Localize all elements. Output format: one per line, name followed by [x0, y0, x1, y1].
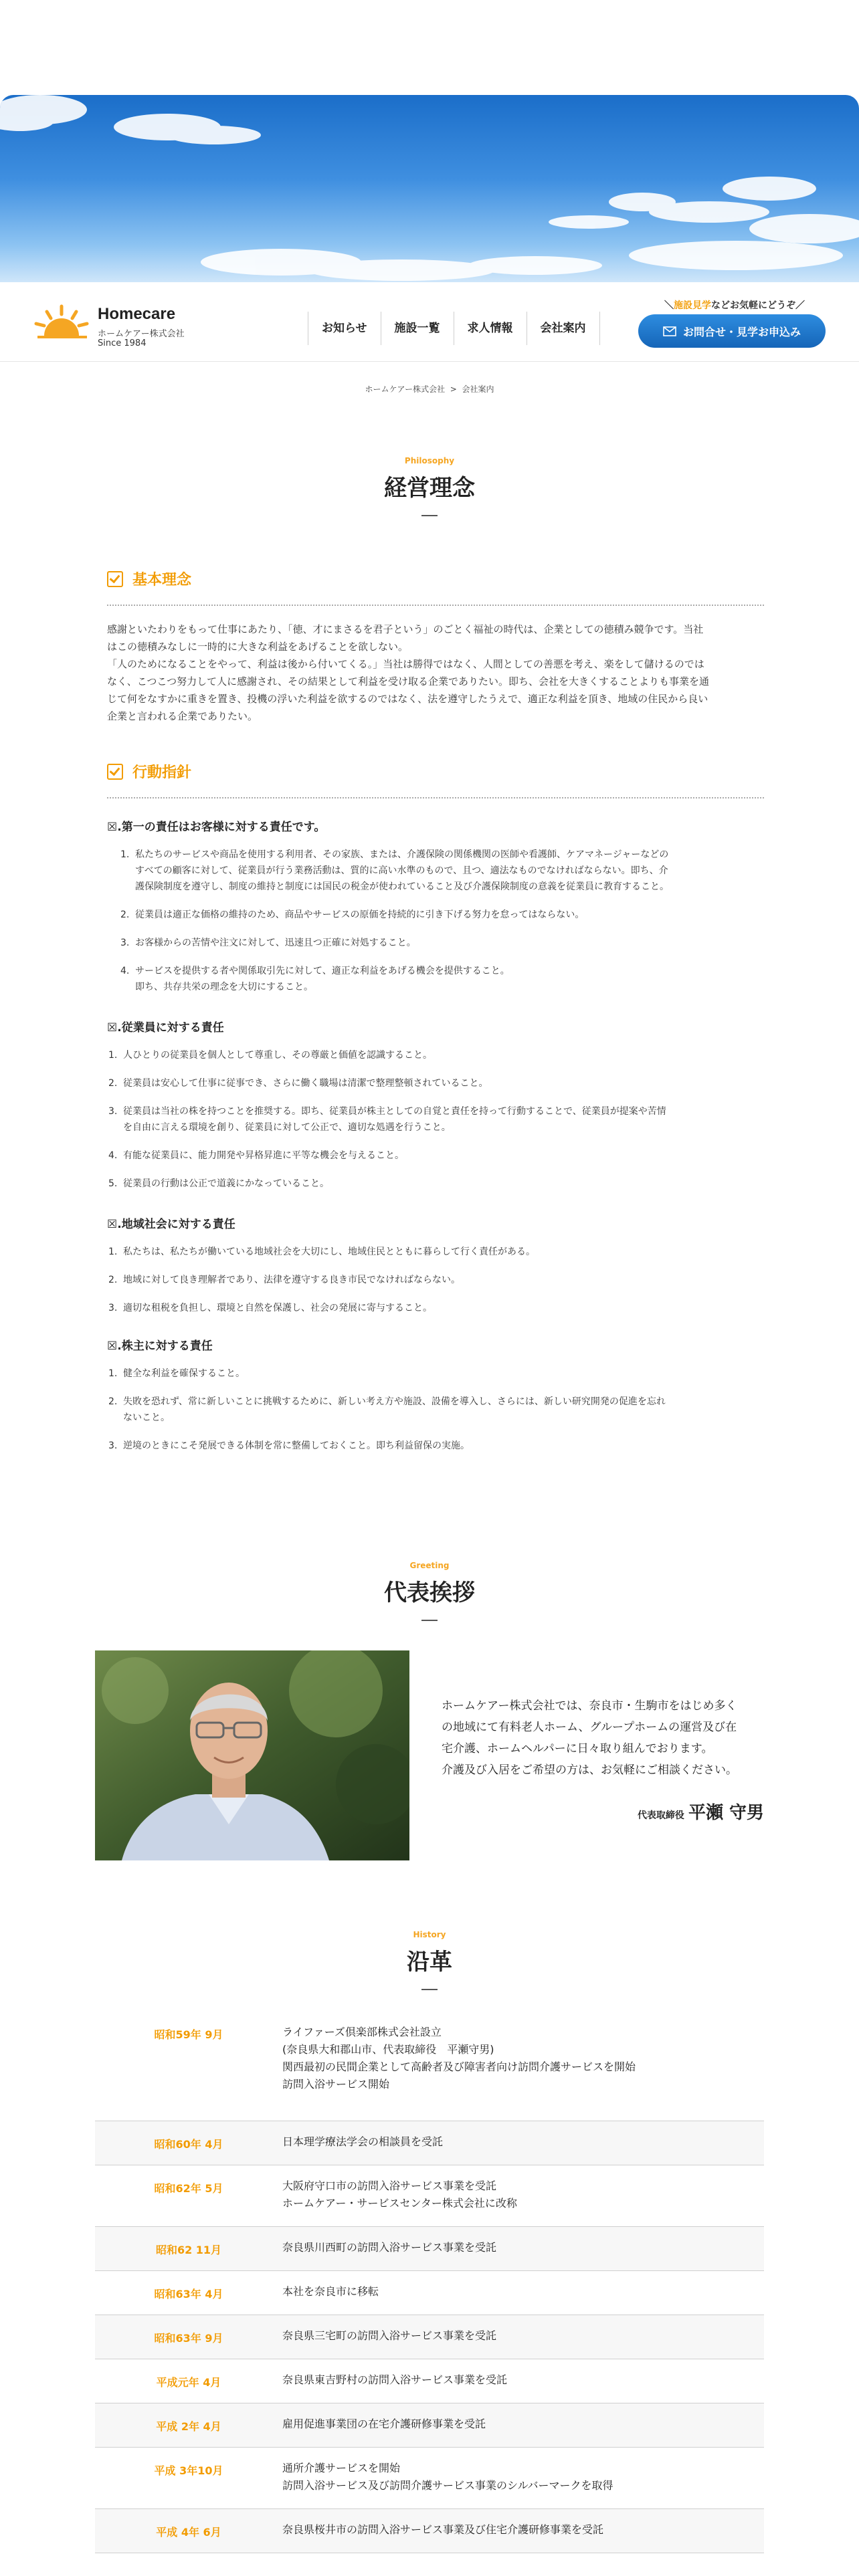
history-desc: ライファーズ倶楽部株式会社設立 (奈良県大和郡山市、代表取締役 平瀬守男) 関西最初の民間企業として高齢者及び障害者向け訪問介護サービスを開始 訪問入浴サービス開始: [282, 2026, 636, 2090]
list-item: 4. サービスを提供する者や関係取引先に対して、適正な利益をあげる機会を提供すること。 即ち、共存共栄の理念を大切にすること。: [120, 966, 510, 992]
greeting-line: 宅介護、ホームヘルパーに日々取り組んでおります。: [442, 1742, 713, 1755]
nav-item-recruit[interactable]: 求人情報: [454, 312, 527, 345]
list-item: 2. 失敗を恐れず、常に新しいことに挑戦するために、新しい考え方や施設、設備を導入し、さらには、新しい研究開発の促進を忘れ ないこと。: [108, 1396, 666, 1423]
section-divider: [421, 1989, 438, 1990]
list-item: 5. 従業員の行動は公正で道義にかなっていること。: [108, 1178, 329, 1189]
action-list: [120, 847, 763, 1007]
philosophy-title: 経営理念: [384, 475, 475, 502]
action-group-title: ☒.第一の責任はお客様に対する責任です。: [107, 821, 326, 834]
signature-role: 代表取締役: [637, 1810, 684, 1821]
history-row: [95, 2271, 764, 2315]
greeting-text: [442, 1695, 756, 1781]
breadcrumb-current: 会社案内: [462, 385, 494, 394]
sun-logo-icon: [32, 301, 92, 348]
history-desc: 奈良県東吉野村の訪問入浴サービス事業を受託: [282, 2373, 508, 2386]
site-header: [0, 282, 859, 362]
list-item: 1. 健全な利益を確保すること。: [108, 1368, 245, 1379]
cta-note-highlight: 施設見学: [674, 300, 711, 311]
history-date: 平成 4年 6月: [156, 2526, 221, 2539]
history-row: [95, 2165, 764, 2227]
contact-button[interactable]: [638, 314, 826, 348]
history-row: [95, 2403, 764, 2448]
action-group-title: ☒.従業員に対する責任: [107, 1021, 224, 1035]
greeting-line: の地域にて有料老人ホーム、グループホームの運営及び在: [442, 1721, 737, 1734]
nav-item-news[interactable]: お知らせ: [308, 312, 381, 345]
history-en-label: History: [413, 1930, 446, 1939]
history-desc: 奈良県桜井市の訪問入浴サービス事業及び住宅介護研修事業を受託: [282, 2523, 604, 2536]
history-date: 昭和62 11月: [155, 2244, 222, 2256]
history-row: [95, 2315, 764, 2359]
basic-heading: [107, 568, 191, 589]
president-photo: [95, 1650, 409, 1860]
hero-sky-image: [0, 95, 859, 282]
signature-name: 平瀬 守男: [688, 1803, 764, 1823]
history-desc: 通所介護サービスを開始 訪問入浴サービス及び訪問介護サービス事業のシルバーマークを取得: [282, 2462, 613, 2492]
history-desc: 本社を奈良市に移転: [282, 2285, 379, 2298]
greeting-en-label: Greeting: [409, 1561, 450, 1570]
action-heading-text: 行動指針: [132, 764, 192, 781]
history-date: 平成 3年10月: [154, 2464, 223, 2477]
nav-item-company[interactable]: 会社案内: [527, 312, 600, 345]
greeting-title: 代表挨拶: [384, 1580, 475, 1606]
history-row: [95, 2509, 764, 2553]
history-date: 昭和63年 4月: [154, 2288, 223, 2300]
history-row: [95, 2448, 764, 2509]
action-list: [108, 1366, 751, 1466]
cta-note: ＼施設見学などお気軽にどうぞ／: [664, 300, 805, 311]
list-item: 2. 地域に対して良き理解者であり、法律を遵守する良き市民でなければならない。: [108, 1275, 460, 1285]
action-heading: [107, 761, 191, 782]
greeting-signature: [602, 1799, 764, 1824]
main-nav: [308, 312, 600, 345]
history-desc: 雇用促進事業団の在宅介護研修事業を受託: [282, 2418, 486, 2430]
history-date: 昭和59年 9月: [154, 2028, 223, 2041]
history-title: 沿革: [407, 1949, 452, 1975]
history-desc: 奈良県三宅町の訪問入浴サービス事業を受託: [282, 2329, 497, 2342]
brand-name: Homecare: [98, 305, 176, 323]
basic-line: はこの徳積みなしに一時的に大きな利益をあげることを欲しない。: [107, 641, 409, 653]
nav-item-facilities[interactable]: 施設一覧: [381, 312, 454, 345]
history-row: [95, 2012, 764, 2121]
greeting-line: ホームケアー株式会社では、奈良市・生駒市をはじめ多く: [442, 1699, 737, 1713]
breadcrumb-separator: >: [450, 385, 457, 394]
list-item: 1. 私たちは、私たちが働いている地域社会を大切にし、地域住民とともに暮らして行く責任がある。: [108, 1247, 535, 1257]
check-icon: [107, 571, 123, 587]
history-date: 昭和63年 9月: [154, 2332, 223, 2345]
list-item: 3. 従業員は当社の株を持つことを推奨する。即ち、従業員が株主としての自覚と責任を持って行動することで、従業員が提案や苦情 を自由に言える環境を創り、従業員に対して公正で、適切な処遇を行うこと。: [108, 1106, 666, 1133]
list-item: 2. 従業員は安心して仕事に従事でき、さらに働く職場は清潔で整理整頓されていること。: [108, 1078, 488, 1089]
list-item: 1. 人ひとりの従業員を個人として尊重し、その尊厳と価値を認識すること。: [108, 1050, 432, 1061]
contact-button-label: お問合せ・見学お申込み: [682, 325, 801, 338]
list-item: 4. 有能な従業員に、能力開発や昇格昇進に平等な機会を与えること。: [108, 1150, 404, 1161]
list-item: 3. お客様からの苦情や注文に対して、迅速且つ正確に対処すること。: [120, 938, 416, 948]
history-date: 平成 2年 4月: [156, 2420, 221, 2433]
history-table: [95, 2012, 764, 2553]
basic-line: 感謝といたわりをもって仕事にあたり、「徳、才にまさるを君子という」のごとく福祉の時代は、企業としての徳積み競争です。当社: [107, 623, 704, 635]
brand-since: Since 1984: [98, 338, 147, 348]
brand-company: ホームケアー株式会社: [98, 329, 185, 339]
history-date: 昭和62年 5月: [154, 2182, 223, 2195]
basic-line: なく、こつこつ努力して人に感謝され、その結果として利益を受け取る企業でありたい。即ち、会社を大きくすることよりも事業を通: [107, 675, 710, 687]
history-date: 平成元年 4月: [156, 2376, 221, 2389]
action-list: [108, 1244, 751, 1328]
list-item: 1. 私たちのサービスや商品を使用する利用者、その家族、または、介護保険の関係機関の医師や看護師、ケアマネージャーなどの すべての顧客に対して、従業員が行う業務活動は、質的に高い水準のもので、且つ、適法なものでなければならない。即ち、介 護保険制度を遵守し、制度の維持と制度には国民の税金が使われていること及び介護保険制度の意義を従業員に教育すること。: [120, 849, 669, 892]
history-row: [95, 2121, 764, 2165]
action-list: [108, 1047, 751, 1204]
breadcrumb: [0, 383, 859, 395]
basic-text: [107, 621, 752, 725]
history-desc: 日本理学療法学会の相談員を受託: [282, 2135, 444, 2148]
basic-line: じて何をなすかに重きを置き、投機の浮いた利益を欲するのではなく、法を遵守したうえで、適正な利益を頂き、地域の住民から良い: [107, 693, 708, 705]
breadcrumb-home[interactable]: ホームケアー株式会社: [365, 385, 446, 394]
basic-heading-text: 基本理念: [132, 572, 192, 588]
section-divider: [421, 515, 438, 516]
basic-line: 「人のためになることをやって、利益は後から付いてくる。」当社は勝得ではなく、人間としての善悪を考え、楽をして儲けるのでは: [107, 658, 704, 670]
history-row: [95, 2359, 764, 2403]
action-group-title: ☒.株主に対する責任: [107, 1339, 213, 1353]
history-date: 昭和60年 4月: [154, 2138, 223, 2151]
action-group-title: ☒.地域社会に対する責任: [107, 1218, 235, 1231]
section-divider: [421, 1620, 438, 1621]
logo[interactable]: [32, 301, 206, 348]
philosophy-en-label: Philosophy: [404, 456, 455, 465]
check-icon: [107, 764, 123, 780]
list-item: 2. 従業員は適正な価格の維持のため、商品やサービスの原価を持続的に引き下げる努力を怠ってはならない。: [120, 909, 585, 920]
list-item: 3. 適切な租税を負担し、環境と自然を保護し、社会の発展に寄与すること。: [108, 1303, 432, 1313]
history-desc: 奈良県川西町の訪問入浴サービス事業を受託: [282, 2241, 497, 2254]
cta-note-text: などお気軽にどうぞ: [711, 300, 795, 311]
dotted-divider: [107, 605, 764, 606]
list-item: 3. 逆境のときにこそ発展できる体制を常に整備しておくこと。即ち利益留保の実施。: [108, 1440, 470, 1451]
basic-line: 企業と言われる企業でありたい。: [107, 710, 258, 722]
greeting-line: 介護及び入居をご希望の方は、お気軽にご相談ください。: [442, 1763, 737, 1777]
dotted-divider: [107, 797, 764, 798]
mail-icon: [663, 326, 676, 336]
history-desc: 大阪府守口市の訪問入浴サービス事業を受託 ホームケアー・サービスセンター株式会社に改称: [282, 2179, 517, 2210]
history-row: [95, 2227, 764, 2271]
